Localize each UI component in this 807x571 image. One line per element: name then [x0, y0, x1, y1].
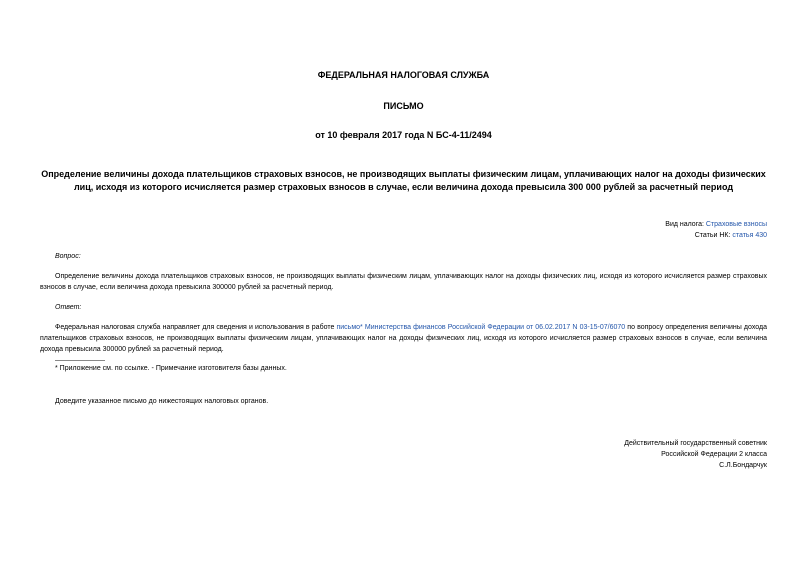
document-date-number: от 10 февраля 2017 года N БС-4-11/2494: [315, 130, 492, 140]
ministry-letter-link[interactable]: письмо* Министерства финансов Российской Федерации от 06.02.2017 N 03-15-07/6070: [336, 324, 626, 331]
document-type: ПИСЬМО: [383, 101, 424, 111]
agency-title: ФЕДЕРАЛЬНАЯ НАЛОГОВАЯ СЛУЖБА: [317, 70, 490, 80]
instruction-text: Доведите указанное письмо до нижестоящих налоговых органов.: [55, 398, 269, 405]
question-label: Вопрос:: [55, 253, 81, 260]
nk-article-label: Статьи НК:: [694, 232, 731, 239]
document-subject: Определение величины дохода плательщиков страховых взносов, не производящих выплаты физическим лицам, уплачивающих налог на доходы физических лиц, исходя из которого исчисляется размер страховых взносов в случае, если величина дохода превысила 300 000 рублей за расчетный период: [41, 169, 766, 192]
tax-type-label: Вид налога:: [665, 221, 704, 228]
footnote-divider: [55, 360, 105, 361]
question-text: Определение величины дохода плательщиков страховых взносов, не производящих выплаты физическим лицам, уплачивающих налог на доходы физических лиц, исходя из которого исчисляется размер страховых взносов в случае, если величина дохода превысила 300000 рублей за расчетный период.: [40, 273, 767, 291]
signature-line-2: Российской Федерации 2 класса: [661, 451, 767, 458]
tax-type-link[interactable]: Страховые взносы: [705, 221, 767, 228]
answer-text-before: Федеральная налоговая служба направляет для сведения и использования в работе: [55, 324, 337, 331]
nk-article-link[interactable]: статья 430: [732, 232, 767, 239]
signature-line-1: Действительный государственный советник: [624, 440, 767, 447]
signature-name: С.Л.Бондарчук: [719, 462, 767, 469]
answer-text-after: по вопросу определения величины дохода плательщиков страховых взносов, не производящих выплаты физическим лицам, уплачивающих налог на доходы физических лиц, исходя из которого исчисляется размер страховых взносов в случае, если величина дохода превысила 300000 рублей за расчетный период.: [40, 324, 767, 353]
answer-label: Ответ:: [55, 304, 82, 311]
footnote-text: * Приложение см. по ссылке. - Примечание изготовителя базы данных.: [55, 365, 287, 372]
signature-block: [624, 438, 767, 471]
nk-article-row: [695, 231, 767, 241]
tax-type-row: [665, 220, 767, 230]
answer-text: [40, 322, 767, 355]
